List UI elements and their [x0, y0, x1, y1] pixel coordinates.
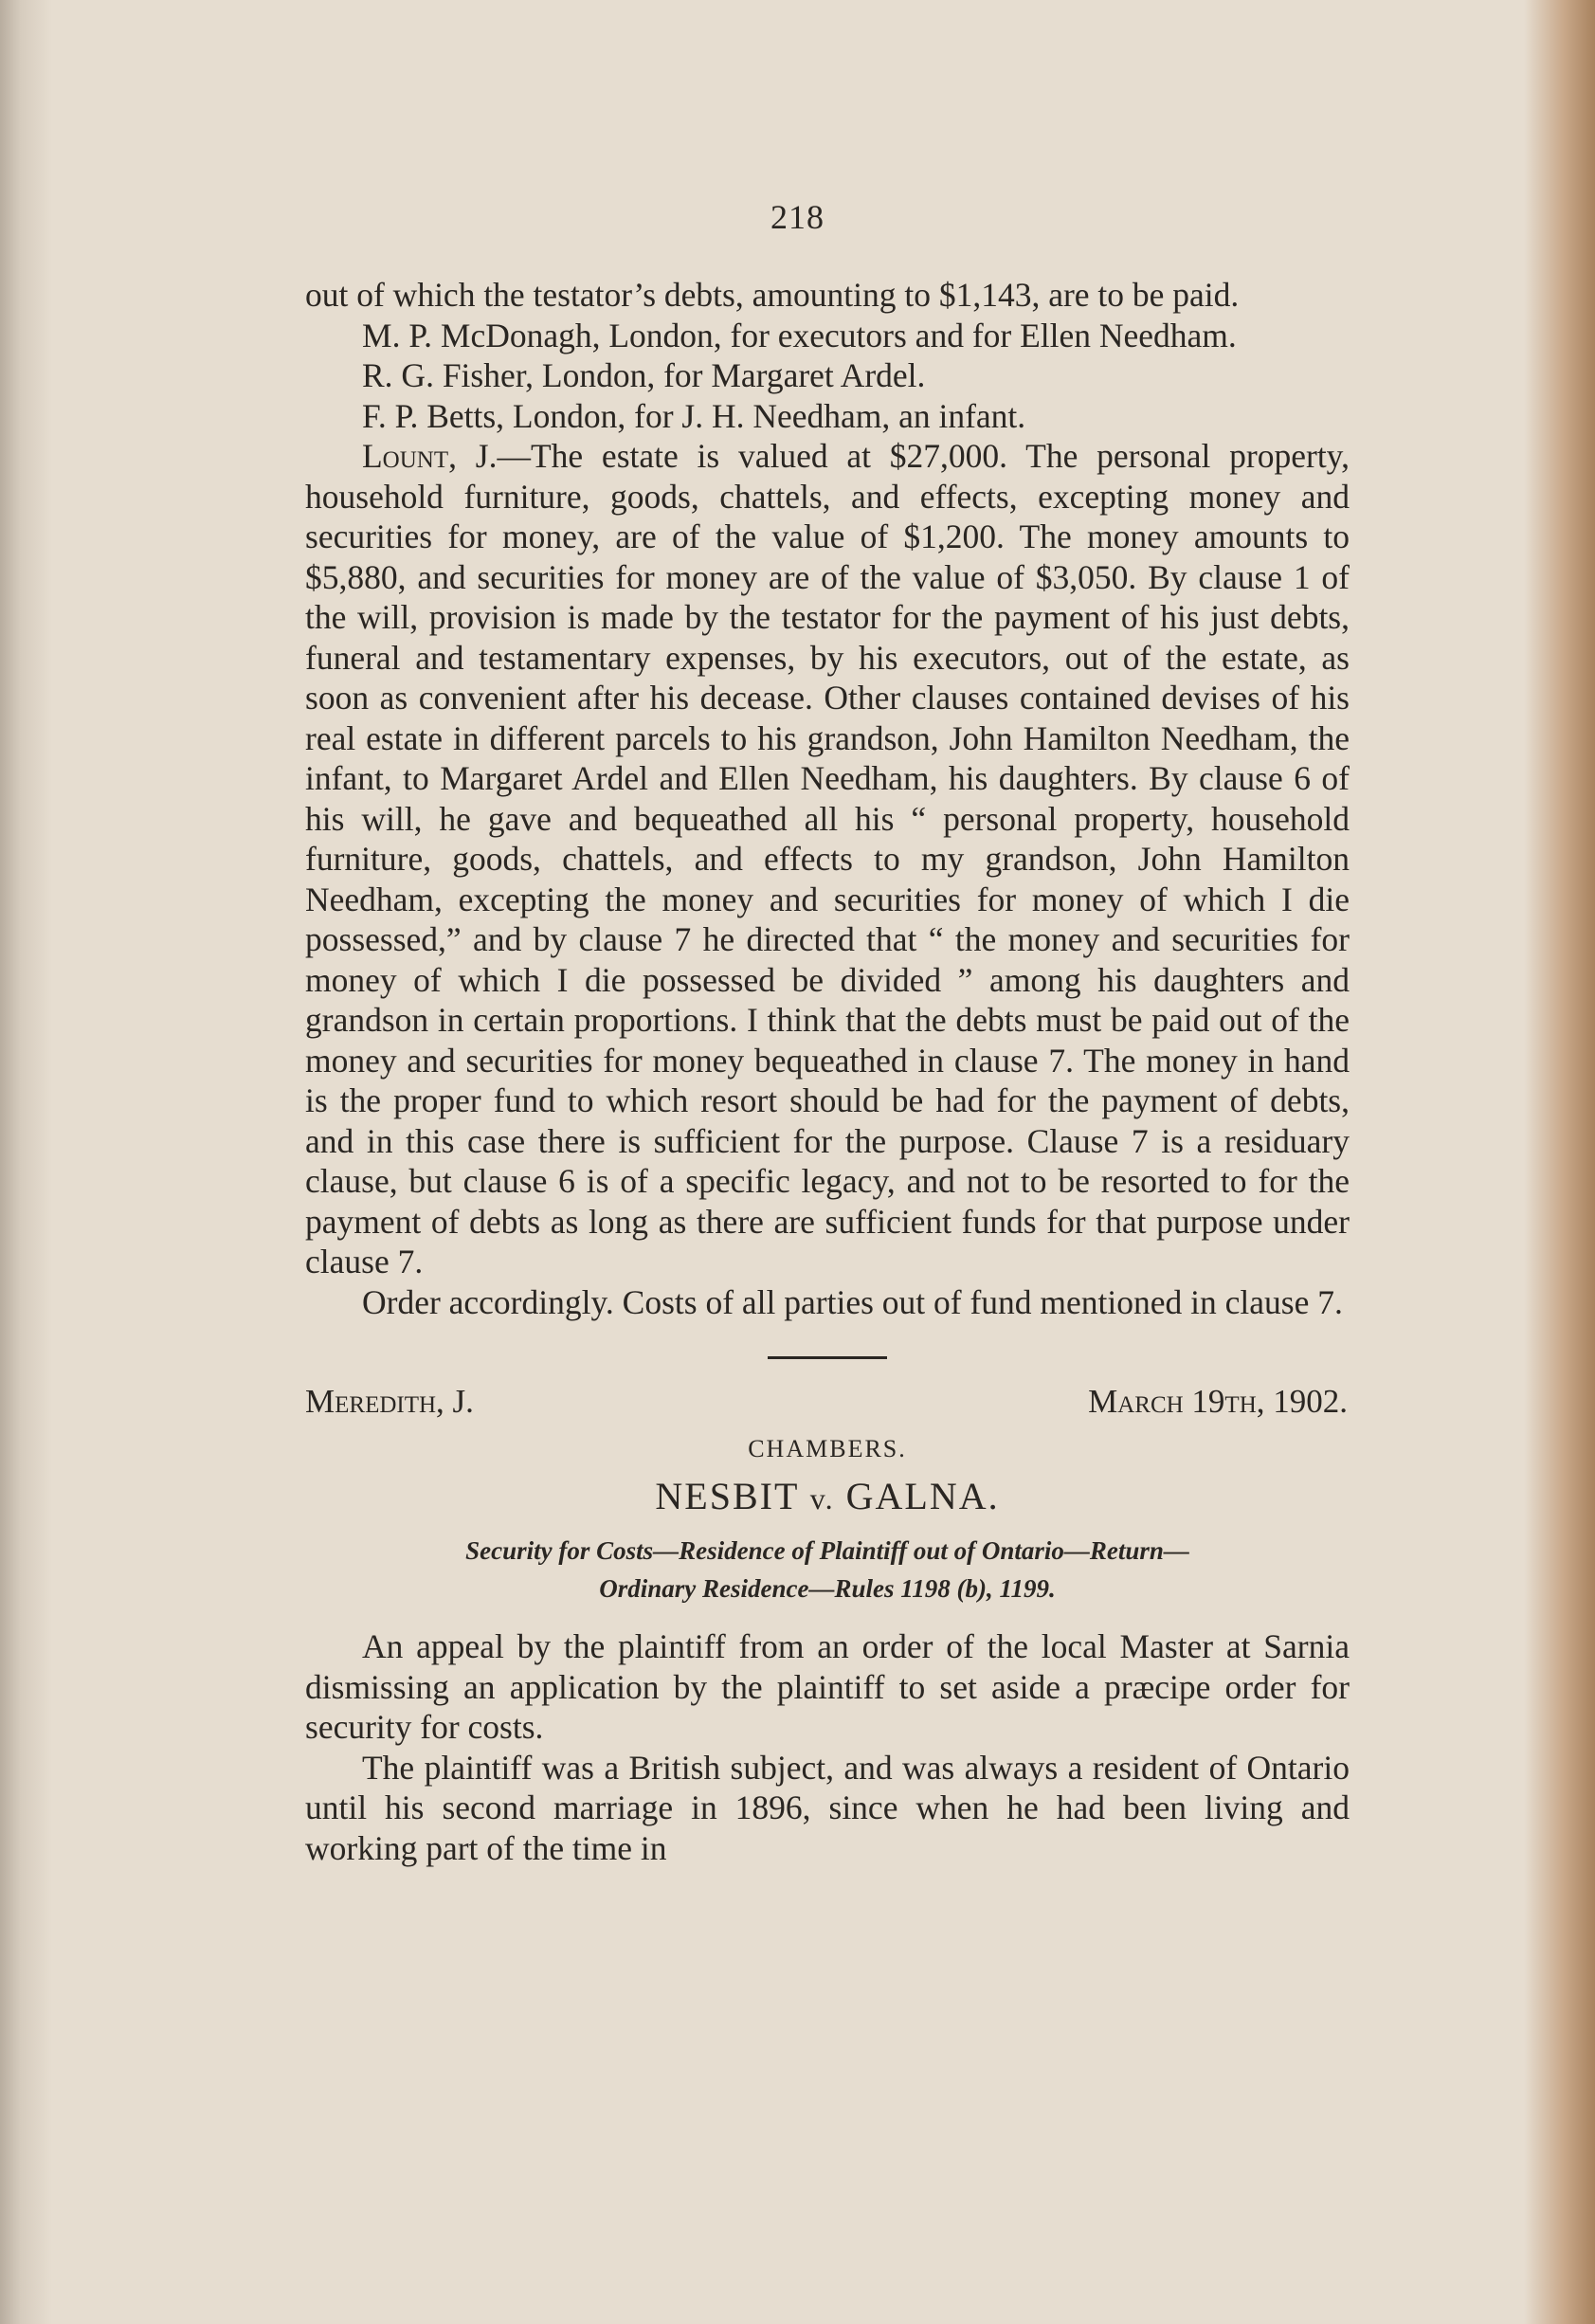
counsel-line: F. P. Betts, London, for J. H. Needham, an infant.	[362, 396, 1026, 435]
judgment-paragraph	[305, 436, 1350, 1282]
page-body	[305, 275, 1350, 1868]
judge-name: Lount, J.	[362, 437, 498, 475]
case-date: March 19th, 1902.	[1088, 1383, 1348, 1420]
case-paragraph: An appeal by the plaintiff from an order of the local Master at Sarnia dismissing an application by the plaintiff to set aside a præcipe order for security for costs.	[305, 1627, 1350, 1746]
page-number: 218	[770, 198, 825, 236]
case-plaintiff: NESBIT	[655, 1475, 799, 1517]
case-headnote	[324, 1532, 1331, 1607]
case-versus: v.	[809, 1481, 835, 1516]
headnote-line: Ordinary Residence—Rules 1198 (b), 1199.	[599, 1574, 1056, 1603]
section-divider	[768, 1356, 887, 1359]
case-title	[305, 1473, 1350, 1522]
judgment-text: —The estate is valued at $27,000. The personal property, household furniture, goods, chattels, and effects, excepting money and securities for money, are of the value of $1,200. The money amounts to $5,880, and securities for money are of the value of $3,050. By clause 1 of the will, provision is made by the testator for the payment of his just debts, funeral and testamentary expenses, by his executors, out of the estate, as soon as convenient after his decease. Other clauses contained devises of his real estate in different parcels to his grandson, John Hamilton Needham, the infant, to Margaret Ardel and Ellen Needham, his daughters. By clause 6 of his will, he gave and bequeathed all his “ personal property, household furniture, goods, chattels, and effects to my grandson, John Hamilton Needham, excepting the money and securities for money of which I die possessed,” and by clause 7 he directed that “ the money and securities for money of which I die possessed be divided ” among his daughters and grandson in certain proportions. I think that the debts must be paid out of the money and securities for money bequeathed in clause 7. The money in hand is the proper fund to which resort should be had for the payment of debts, and in this case there is sufficient for the purpose. Clause 7 is a residuary clause, but clause 6 is of a specific legacy, and not to be resorted to for the payment of debts as long as there are sufficient funds for that purpose under clause 7.	[305, 437, 1350, 1280]
case-paragraph: The plaintiff was a British subject, and was always a resident of Ontario until his second marriage in 1896, since when he had been living and working part of the time in	[305, 1748, 1350, 1867]
case-judge: Meredith, J.	[305, 1383, 474, 1420]
court-name: CHAMBERS.	[748, 1435, 907, 1462]
case-defendant: GALNA.	[845, 1475, 1000, 1517]
order-paragraph: Order accordingly. Costs of all parties out of fund mentioned in clause 7.	[362, 1282, 1343, 1321]
counsel-line: M. P. McDonagh, London, for executors and for Ellen Needham.	[362, 316, 1237, 354]
case-header-line	[305, 1382, 1350, 1422]
opening-line: out of which the testator’s debts, amounting to $1,143, are to be paid.	[305, 276, 1240, 314]
headnote-line: Security for Costs—Residence of Plaintiff out of Ontario—Return—	[465, 1536, 1189, 1565]
counsel-line: R. G. Fisher, London, for Margaret Ardel.	[362, 356, 926, 394]
